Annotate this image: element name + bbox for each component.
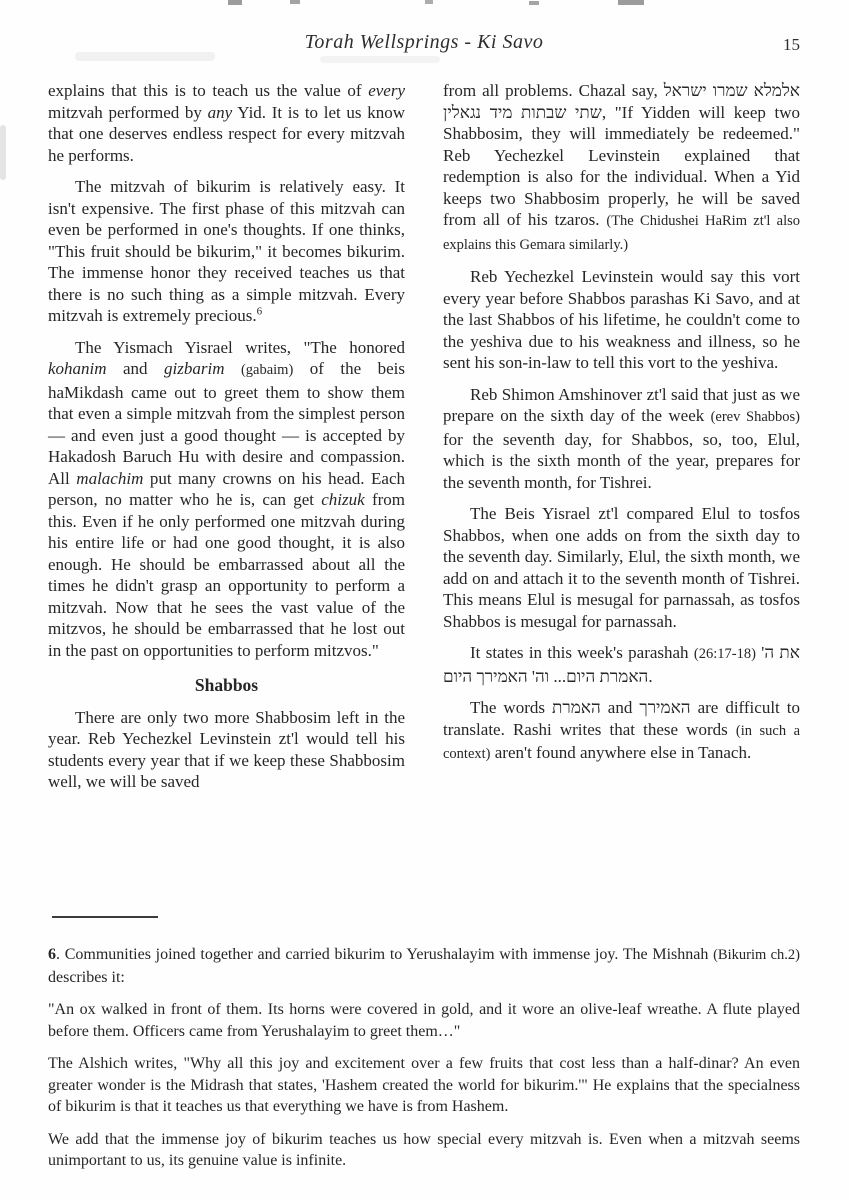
paragraph: It states in this week's parashah (26:17-18) את ה' האמרת היום... וה' האמירך היום. — [443, 643, 800, 686]
footnote-text — [48, 944, 800, 1172]
scan-smudge — [290, 0, 300, 4]
footnote-paragraph: "An ox walked in front of them. Its horns were covered in gold, and it wore an olive-leaf wreathe. A flute played before them. Officers came from Yerushalayim to greet them…" — [48, 1001, 800, 1040]
right-column — [443, 80, 800, 766]
scan-smudge — [0, 125, 6, 180]
footnote-paragraph: The Alshich writes, "Why all this joy and excitement over a few fruits that cost less than a half-dinar? An even greater wonder is the Midrash that states, 'Hashem created the world for bikurim.'" He explains that the specialness of bikurim is that it teaches us that everything we have is from Hashem. — [48, 1055, 800, 1115]
page-header — [48, 31, 800, 54]
page-number: 15 — [783, 35, 800, 54]
paragraph: The Beis Yisrael zt'l compared Elul to tosfos Shabbos, when one adds on from the sixth day to the seventh day. Similarly, Elul, the sixth month, we add on and attach it to the seventh month of Tishrei. This means Elul is mesugal for parnassah, as tosfos Shabbos is mesugal for parnassah. — [443, 504, 800, 631]
section-heading-shabbos: Shabbos — [194, 675, 259, 695]
footnote-divider — [52, 916, 158, 918]
running-title: Torah Wellsprings - Ki Savo — [304, 31, 544, 53]
left-column — [48, 80, 405, 793]
paragraph: The words האמרת and האמירך are difficult to translate. Rashi writes that these words (in such a context) aren't found anywhere else in Tanach. — [443, 698, 801, 762]
paragraph: Reb Shimon Amshinover zt'l said that just as we prepare on the sixth day of the week (erev Shabbos) for the seventh day, for Shabbos, so, too, Elul, which is the sixth month of the year, prepares for the seventh month, for Tishrei. — [443, 384, 800, 492]
scan-smudge — [425, 0, 433, 4]
scan-smudge — [529, 1, 539, 5]
footnote-paragraph: 6. Communities joined together and carried bikurim to Yerushalayim with immense joy. The Mishnah (Bikurim ch.2) describes it: — [48, 946, 800, 986]
scan-smudge — [228, 0, 242, 5]
two-column-body — [48, 80, 800, 793]
footnote-paragraph: We add that the immense joy of bikurim teaches us how special every mitzvah is. Even when a mitzvah seems unimportant to us, its genuine value is infinite. — [48, 1130, 800, 1169]
continuation-paragraph: explains that this is to teach us the value of every mitzvah performed by any Yid. It is to let us know that one deserves endless respect for every mitzvah he performs. — [48, 81, 405, 165]
continuation-paragraph: from all problems. Chazal say, אלמלא שמרו ישראל שתי שבתות מיד נגאלין, "If Yidden will keep two Shabbosim, they will immediately be redeemed." Reb Yechezkel Levinstein explained that redemption is also for the individual. When a Yid keeps two Shabbosim properly, he will be saved from all of his tzaros. (The Chidushei HaRim zt'l also explains this Gemara similarly.) — [443, 81, 800, 253]
scan-smudge — [320, 56, 440, 63]
paragraph: The mitzvah of bikurim is relatively easy. It isn't expensive. The first phase of this mitzvah can even be performed in one's thoughts. If one thinks, "This fruit should be bikurim," it becomes bikurim. The immense honor they received teaches us that there is no such thing as a simple mitzvah. Every mitzvah is extremely precious.$^6$ — [48, 177, 405, 325]
paragraph: The Yismach Yisrael writes, "The honored kohanim and gizbarim (gabaim) of the beis haMikdash came out to greet them to show them that even a simple mitzvah from the simplest person — and even just a good thought — is accepted by Hakadosh Baruch Hu with desire and compassion. All malachim put many crowns on his head. Each person, no matter who he is, can get chizuk from this. Even if he only performed one mitzvah during his entire life or had one good thought, it is also enough. He should be embarrassed about all the times he didn't grasp an opportunity to perform a mitzvah. Now that he sees the vast value of the mitzvos, he should be embarrassed that he lost out in the past on opportunities to perform mitzvos." — [48, 337, 405, 660]
paragraph: Reb Yechezkel Levinstein would say this vort every year before Shabbos parashas Ki Savo, and at the last Shabbos of his lifetime, he couldn't come to the yeshiva due to his weakness and illness, so he sent his son-in-law to tell this vort to the yeshiva. — [443, 267, 800, 372]
scan-smudge — [618, 0, 644, 5]
footnotes-section — [48, 916, 800, 1172]
paragraph: There are only two more Shabbosim left in the year. Reb Yechezkel Levinstein zt'l would tell his students every year that if we keep these Shabbosim well, we will be saved — [48, 707, 405, 791]
